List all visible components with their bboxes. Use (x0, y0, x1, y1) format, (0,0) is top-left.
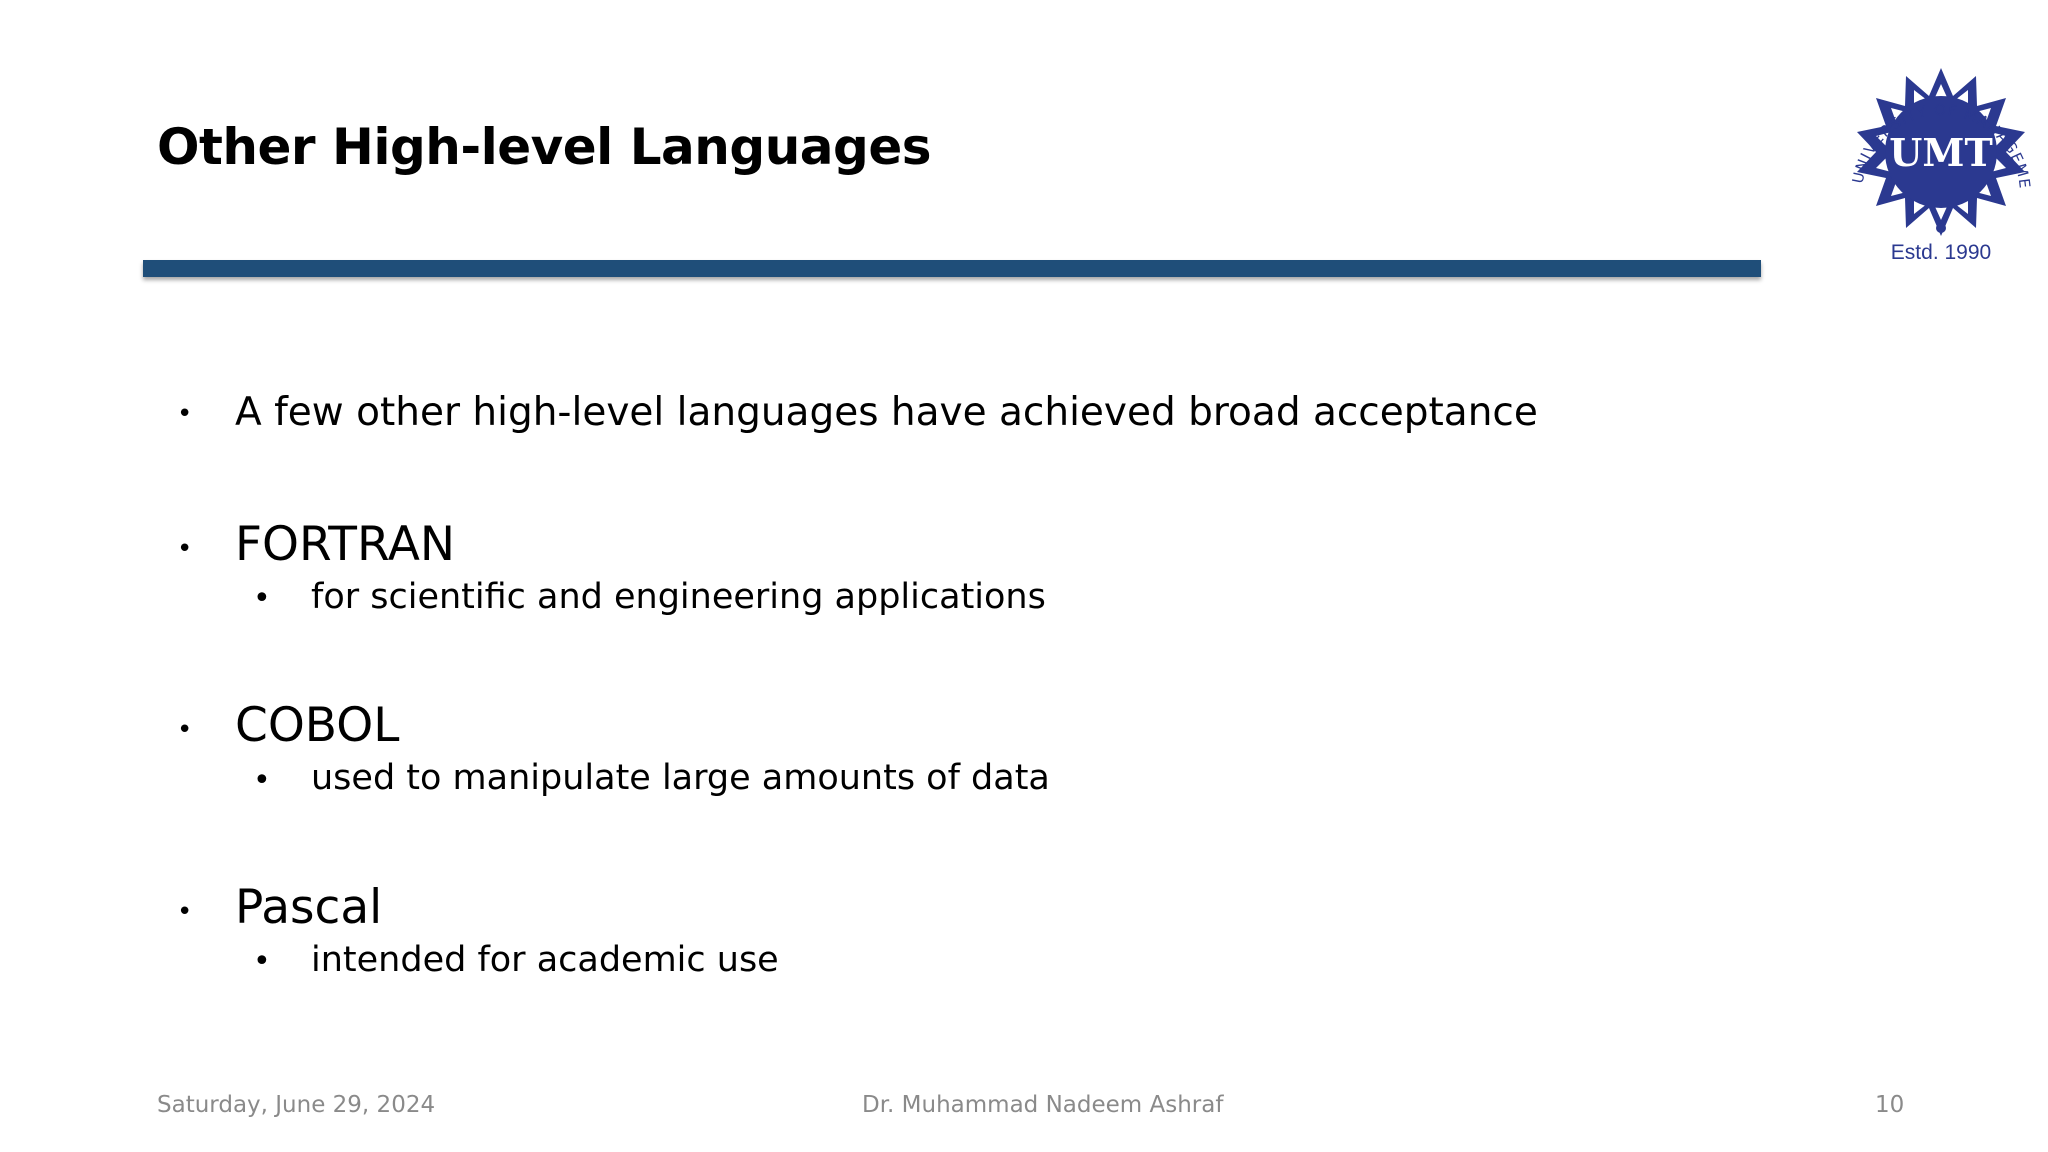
footer-date: Saturday, June 29, 2024 (157, 1092, 436, 1118)
footer-author: Dr. Muhammad Nadeem Ashraf (862, 1092, 1224, 1118)
bullet-icon: • (177, 715, 193, 745)
sub-bullet-item-3: used to manipulate large amounts of data (311, 758, 1050, 798)
sub-bullet-icon: • (253, 763, 271, 798)
sub-bullet-item-2: for scientific and engineering applications (311, 577, 1046, 617)
bullet-item-3: COBOL (235, 698, 400, 753)
sub-bullet-icon: • (253, 581, 271, 616)
footer-page-number: 10 (1875, 1092, 1905, 1118)
bullet-icon: • (177, 534, 193, 564)
seal-center-text: UMT (1889, 130, 1993, 175)
bullet-icon: • (177, 399, 193, 429)
bullet-item-4: Pascal (235, 880, 383, 935)
seal-established: Estd. 1990 (1890, 241, 1992, 264)
seal-ring-text: UNIVERSITY OF MANAGEME (1848, 100, 2034, 191)
slide-title: Other High-level Languages (157, 118, 931, 176)
bullet-item-2: FORTRAN (235, 517, 456, 572)
sub-bullet-icon: • (253, 944, 271, 979)
bullet-item-1: A few other high-level languages have achieved broad acceptance (235, 390, 1538, 435)
sub-bullet-item-4: intended for academic use (311, 940, 779, 980)
bullet-icon: • (177, 897, 193, 927)
